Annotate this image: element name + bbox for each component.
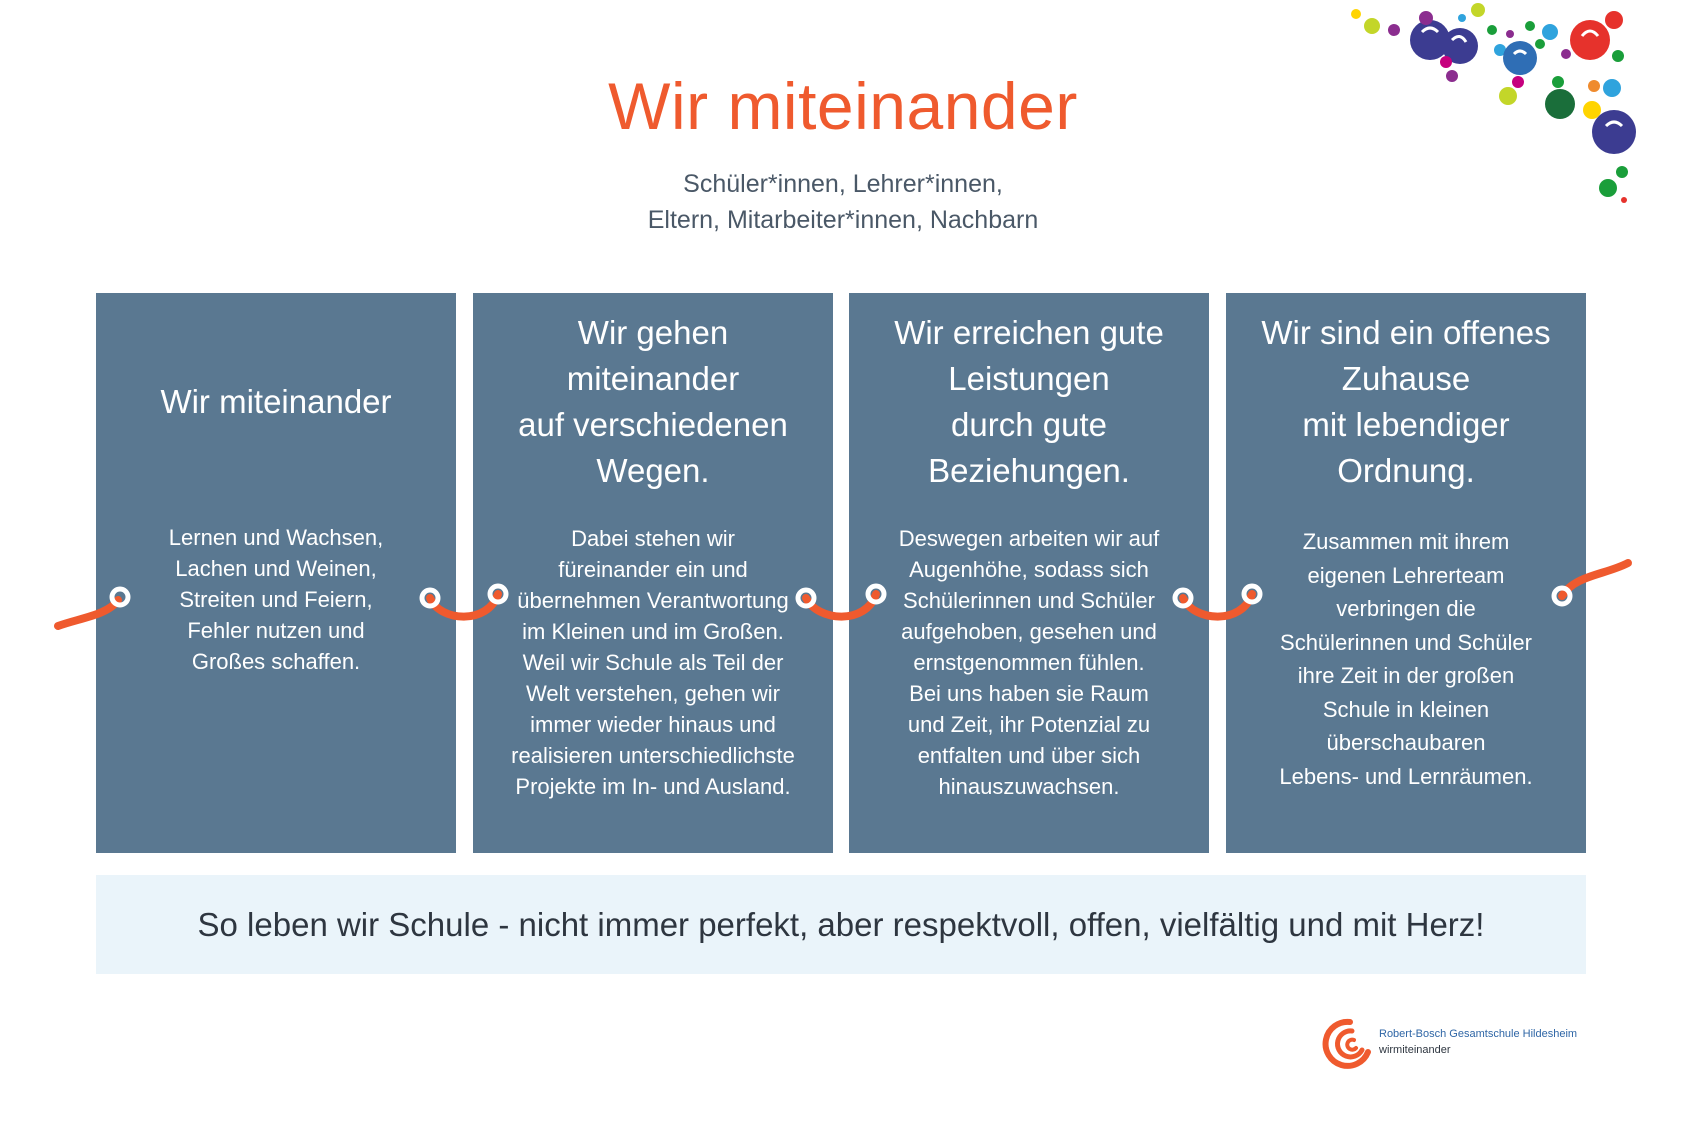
card-heading-line: Wir miteinander [160, 383, 392, 420]
card-body [875, 523, 1183, 802]
card-body-line: füreinander ein und [558, 557, 748, 582]
value-card-3 [849, 293, 1209, 853]
school-logo [1316, 1016, 1616, 1070]
card-heading-line: mit lebendiger [1302, 406, 1510, 443]
card-body-line: Projekte im In- und Ausland. [515, 774, 791, 799]
card-body-line: Schülerinnen und Schüler [903, 588, 1155, 613]
card-heading-line: Leistungen [948, 360, 1110, 397]
card-body-line: überschaubaren [1326, 730, 1486, 755]
motto-text: So leben wir Schule - nicht immer perfekt, aber respektvoll, offen, vielfältig und mit Herz! [197, 905, 1485, 943]
school-name: Robert-Bosch Gesamtschule Hildesheim [1379, 1028, 1578, 1040]
card-body-line: eigenen Lehrerteam [1307, 562, 1505, 588]
card-body-line: hinauszuwachsen. [938, 774, 1120, 799]
card-body-line: Augenhöhe, sodass sich [909, 557, 1149, 582]
card-body [1252, 525, 1560, 793]
card-body-line: Großes schaffen. [191, 649, 361, 674]
card-body-line: Lebens- und Lernräumen. [1279, 763, 1533, 789]
card-heading-line: durch gute [951, 406, 1107, 443]
value-card-2 [473, 293, 833, 853]
school-logo-mark [1316, 1016, 1374, 1070]
card-body-line: entfalten und über sich [917, 743, 1141, 768]
card-heading-line: miteinander [566, 360, 740, 397]
card-heading-line: Wegen. [596, 452, 710, 489]
card-body-line: Welt verstehen, gehen wir [526, 681, 780, 706]
card-heading-line: Beziehungen. [928, 452, 1130, 489]
card-body-line: Schülerinnen und Schüler [1280, 629, 1532, 655]
card-body-line: Lachen und Weinen, [175, 556, 377, 581]
school-tagline: wirmiteinander [1379, 1044, 1451, 1056]
card-body-line: Deswegen arbeiten wir auf [898, 526, 1160, 551]
card-heading-line: Ordnung. [1337, 452, 1475, 489]
card-body-line: Zusammen mit ihrem [1302, 529, 1510, 554]
card-heading-line: auf verschiedenen [518, 406, 788, 443]
card-body-line: im Kleinen und im Großen. [522, 619, 784, 644]
subtitle-line: Eltern, Mitarbeiter*innen, Nachbarn [647, 206, 1039, 234]
card-heading-line: Wir erreichen gute [894, 314, 1164, 351]
card-body-line: und Zeit, ihr Potenzial zu [907, 712, 1151, 737]
card-body-line: Streiten und Feiern, [179, 587, 373, 612]
card-body-line: Dabei stehen wir [571, 526, 735, 551]
card-body-line: realisieren unterschiedlichste [511, 743, 795, 768]
card-body-line: Weil wir Schule als Teil der [522, 650, 784, 675]
card-heading-line: Wir sind ein offenes [1261, 314, 1551, 351]
card-heading [106, 309, 446, 495]
card-body [122, 522, 430, 677]
card-heading-line: Wir gehen [577, 314, 729, 351]
card-heading [859, 309, 1199, 495]
value-card-4 [1226, 293, 1586, 853]
card-body-line: Schule in kleinen [1322, 696, 1490, 722]
page-subtitle [0, 166, 1686, 238]
card-body-line: Fehler nutzen und [187, 618, 365, 643]
card-body-line: immer wieder hinaus und [530, 712, 776, 737]
motto-banner [96, 875, 1586, 974]
card-heading-line: Zuhause [1341, 360, 1471, 397]
card-body-line: ernstgenommen fühlen. [913, 650, 1145, 675]
card-heading [483, 309, 823, 495]
card-body-line: Bei uns haben sie Raum [909, 681, 1149, 706]
card-body-line: aufgehoben, gesehen und [901, 619, 1157, 644]
page-title: Wir miteinander [608, 69, 1078, 143]
card-body-line: übernehmen Verantwortung [517, 588, 789, 613]
card-body-line: verbringen die [1336, 596, 1476, 621]
card-body [499, 523, 807, 802]
card-body-line: ihre Zeit in der großen [1297, 663, 1515, 688]
value-card-1 [96, 293, 456, 853]
card-body-line: Lernen und Wachsen, [168, 525, 384, 550]
card-heading [1236, 309, 1576, 495]
subtitle-line: Schüler*innen, Lehrer*innen, [683, 170, 1003, 198]
